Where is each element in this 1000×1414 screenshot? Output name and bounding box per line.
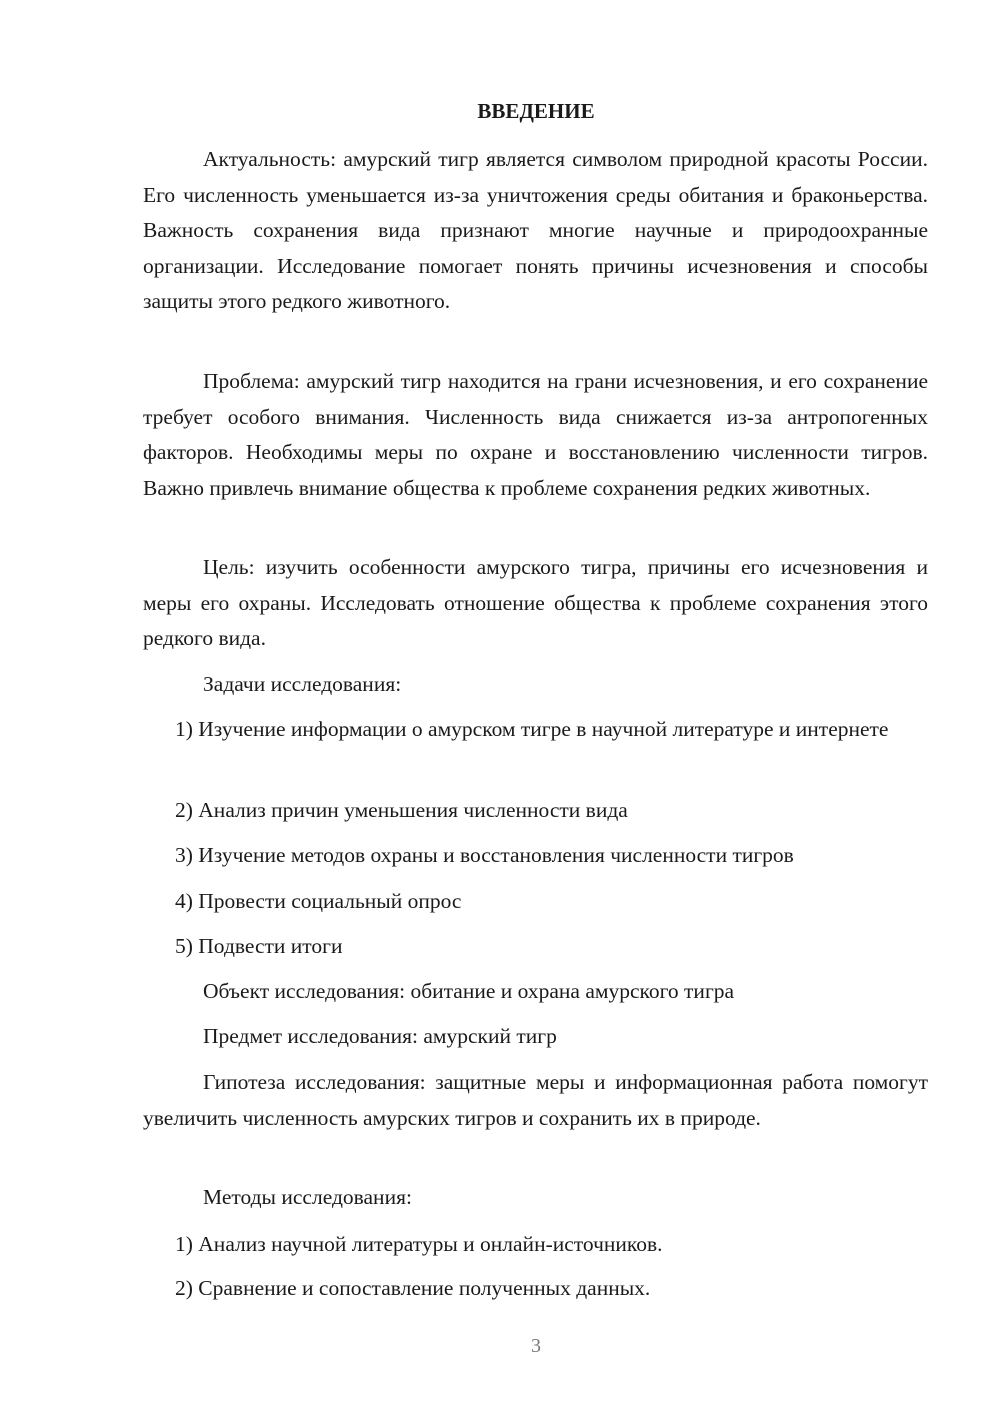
problem-paragraph: Проблема: амурский тигр находится на грани исчезновения, и его сохранение требует особого внимания. Численность вида снижается из-за антропогенных факторов. Необходимы меры по охране и восстановлению численности тигров. Важно привлечь внимание общества к проблеме сохранения редких животных. [143, 369, 928, 500]
task-item: 1) Изучение информации о амурском тигре в научной литературе и интернете [175, 717, 889, 741]
task-item: 3) Изучение методов охраны и восстановления численности тигров [175, 843, 794, 867]
hypothesis-paragraph: Гипотеза исследования: защитные меры и информационная работа помогут увеличить численность амурских тигров и сохранить их в природе. [143, 1070, 928, 1130]
research-subject: Предмет исследования: амурский тигр [203, 1024, 557, 1048]
task-item: 4) Провести социальный опрос [175, 889, 462, 913]
page-number: 3 [531, 1335, 541, 1357]
research-object: Объект исследования: обитание и охрана амурского тигра [203, 979, 735, 1003]
method-item: 1) Анализ научной литературы и онлайн-источников. [175, 1232, 663, 1256]
section-title: ВВЕДЕНИЕ [477, 99, 595, 123]
method-item: 2) Сравнение и сопоставление полученных данных. [175, 1276, 651, 1300]
task-item: 2) Анализ причин уменьшения численности вида [175, 798, 628, 822]
goal-paragraph: Цель: изучить особенности амурского тигра, причины его исчезновения и меры его охраны. Исследовать отношение общества к проблеме сохранения этого редкого вида. [143, 555, 928, 650]
methods-heading: Методы исследования: [203, 1185, 412, 1209]
task-item: 5) Подвести итоги [175, 934, 343, 958]
relevance-paragraph: Актуальность: амурский тигр является символом природной красоты России. Его численность уменьшается из-за уничтожения среды обитания и браконьерства. Важность сохранения вида признают многие научные и природоохранные организации. Исследование помогает понять причины исчезновения и способы защиты этого редкого животного. [143, 147, 928, 313]
tasks-heading: Задачи исследования: [203, 672, 402, 696]
